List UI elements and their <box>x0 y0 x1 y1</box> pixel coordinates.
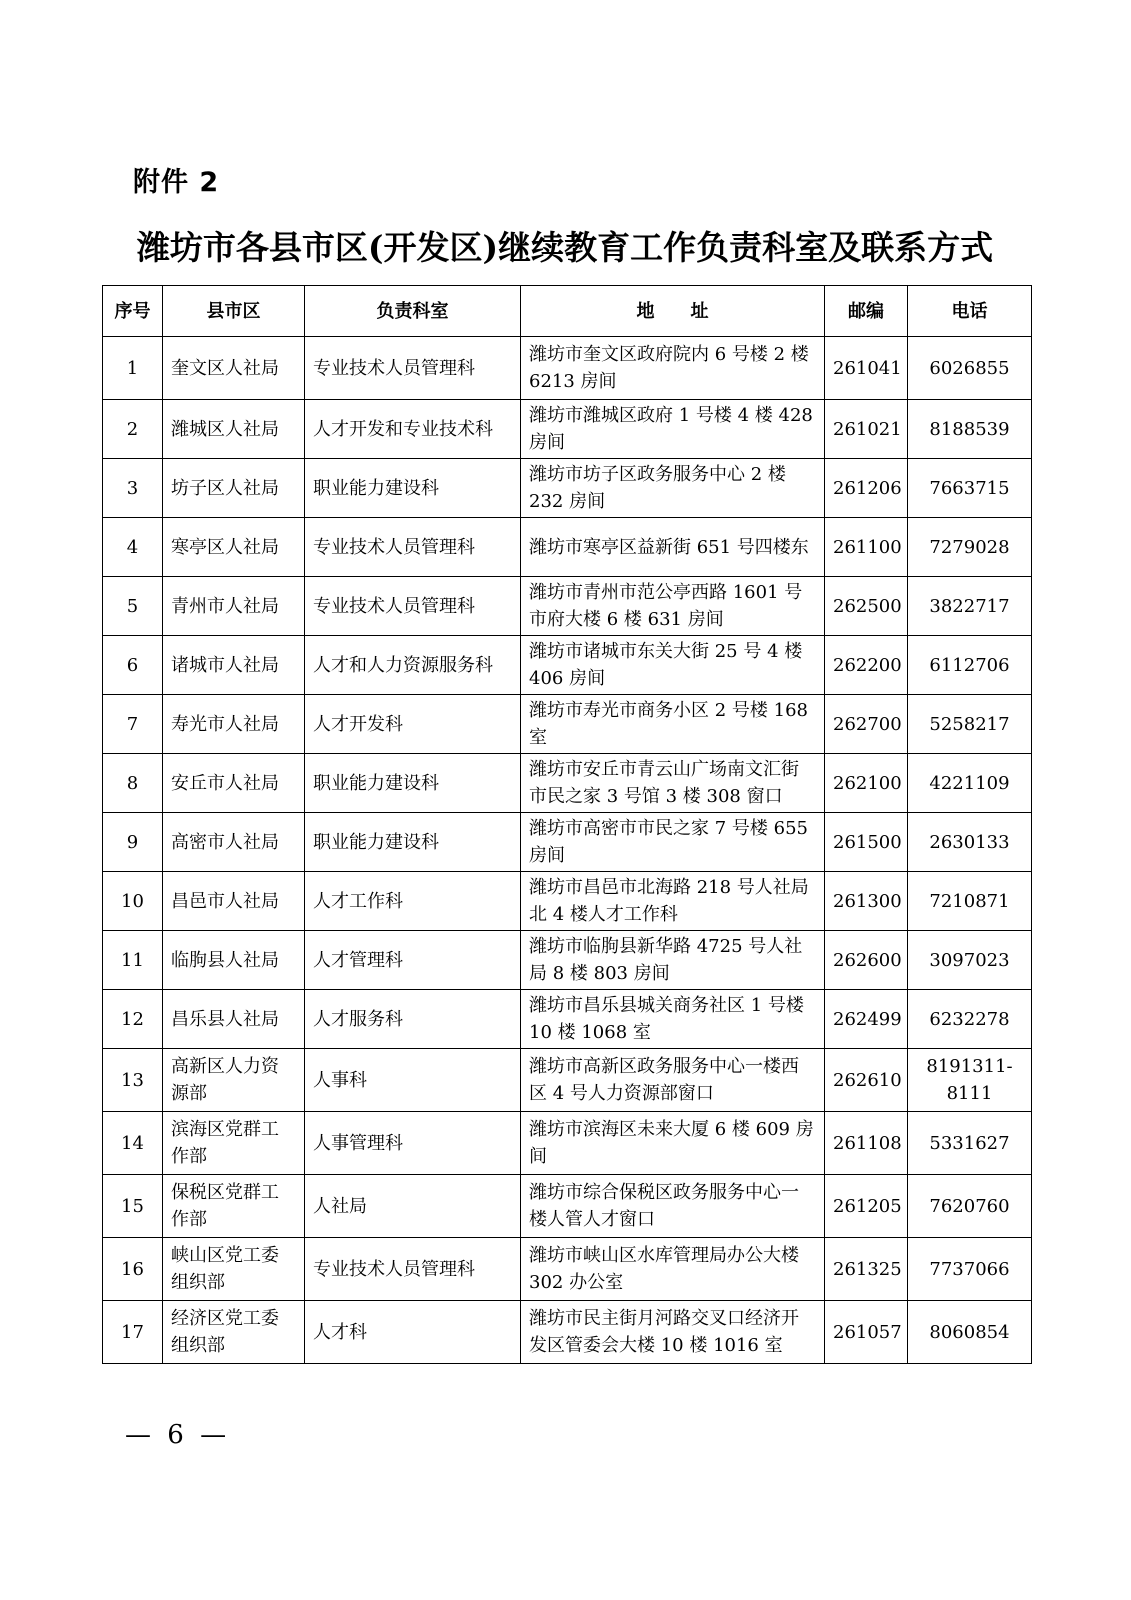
county-cell: 高新区人力资源部 <box>163 1049 305 1112</box>
address-cell: 潍坊市峡山区水库管理局办公大楼 302 办公室 <box>521 1238 825 1301</box>
header-county: 县市区 <box>163 286 305 337</box>
row-number: 2 <box>103 400 163 459</box>
row-number: 7 <box>103 695 163 754</box>
county-cell: 保税区党群工作部 <box>163 1175 305 1238</box>
office-cell: 专业技术人员管理科 <box>305 1238 521 1301</box>
address-cell: 潍坊市临朐县新华路 4725 号人社局 8 楼 803 房间 <box>521 931 825 990</box>
postcode-cell: 261206 <box>825 459 908 518</box>
row-number: 6 <box>103 636 163 695</box>
county-cell: 寿光市人社局 <box>163 695 305 754</box>
header-postcode: 邮编 <box>825 286 908 337</box>
office-cell: 职业能力建设科 <box>305 754 521 813</box>
table-body <box>103 337 1032 1364</box>
county-cell: 临朐县人社局 <box>163 931 305 990</box>
address-cell: 潍坊市昌乐县城关商务社区 1 号楼 10 楼 1068 室 <box>521 990 825 1049</box>
county-cell: 潍城区人社局 <box>163 400 305 459</box>
phone-cell: 6112706 <box>908 636 1032 695</box>
postcode-cell: 262200 <box>825 636 908 695</box>
office-cell: 人才和人力资源服务科 <box>305 636 521 695</box>
address-cell: 潍坊市寿光市商务小区 2 号楼 168 室 <box>521 695 825 754</box>
row-number: 4 <box>103 518 163 577</box>
office-cell: 人才开发和专业技术科 <box>305 400 521 459</box>
postcode-cell: 261108 <box>825 1112 908 1175</box>
phone-cell: 7737066 <box>908 1238 1032 1301</box>
office-cell: 人才科 <box>305 1301 521 1364</box>
county-cell: 青州市人社局 <box>163 577 305 636</box>
office-cell: 人事管理科 <box>305 1112 521 1175</box>
phone-cell: 7663715 <box>908 459 1032 518</box>
address-cell: 潍坊市潍城区政府 1 号楼 4 楼 428 房间 <box>521 400 825 459</box>
postcode-cell: 262499 <box>825 990 908 1049</box>
postcode-cell: 261300 <box>825 872 908 931</box>
phone-cell: 2630133 <box>908 813 1032 872</box>
office-cell: 职业能力建设科 <box>305 459 521 518</box>
table-row <box>103 459 1032 518</box>
address-cell: 潍坊市综合保税区政务服务中心一楼人管人才窗口 <box>521 1175 825 1238</box>
address-cell: 潍坊市青州市范公亭西路 1601 号市府大楼 6 楼 631 房间 <box>521 577 825 636</box>
table-row <box>103 990 1032 1049</box>
table-row <box>103 400 1032 459</box>
row-number: 1 <box>103 337 163 400</box>
table-row <box>103 337 1032 400</box>
phone-cell: 8060854 <box>908 1301 1032 1364</box>
phone-cell: 7210871 <box>908 872 1032 931</box>
county-cell: 坊子区人社局 <box>163 459 305 518</box>
county-cell: 经济区党工委组织部 <box>163 1301 305 1364</box>
postcode-cell: 262100 <box>825 754 908 813</box>
row-number: 8 <box>103 754 163 813</box>
table-row <box>103 695 1032 754</box>
table-row <box>103 1301 1032 1364</box>
phone-cell: 6026855 <box>908 337 1032 400</box>
postcode-cell: 261205 <box>825 1175 908 1238</box>
phone-cell: 5258217 <box>908 695 1032 754</box>
address-cell: 潍坊市高密市市民之家 7 号楼 655 房间 <box>521 813 825 872</box>
phone-cell: 4221109 <box>908 754 1032 813</box>
contacts-table <box>102 285 1032 1364</box>
page-number: — 6 — <box>125 1420 231 1450</box>
postcode-cell: 262700 <box>825 695 908 754</box>
postcode-cell: 261100 <box>825 518 908 577</box>
county-cell: 滨海区党群工作部 <box>163 1112 305 1175</box>
county-cell: 高密市人社局 <box>163 813 305 872</box>
office-cell: 人社局 <box>305 1175 521 1238</box>
address-cell: 潍坊市奎文区政府院内 6 号楼 2 楼 6213 房间 <box>521 337 825 400</box>
row-number: 3 <box>103 459 163 518</box>
postcode-cell: 261057 <box>825 1301 908 1364</box>
header-office: 负责科室 <box>305 286 521 337</box>
table-row <box>103 577 1032 636</box>
header-address: 地 址 <box>521 286 825 337</box>
county-cell: 峡山区党工委组织部 <box>163 1238 305 1301</box>
phone-cell: 6232278 <box>908 990 1032 1049</box>
phone-cell: 7279028 <box>908 518 1032 577</box>
table-row <box>103 636 1032 695</box>
office-cell: 人才管理科 <box>305 931 521 990</box>
address-cell: 潍坊市安丘市青云山广场南文汇街市民之家 3 号馆 3 楼 308 窗口 <box>521 754 825 813</box>
table-row <box>103 813 1032 872</box>
postcode-cell: 262610 <box>825 1049 908 1112</box>
row-number: 10 <box>103 872 163 931</box>
phone-cell: 7620760 <box>908 1175 1032 1238</box>
row-number: 9 <box>103 813 163 872</box>
office-cell: 专业技术人员管理科 <box>305 337 521 400</box>
row-number: 14 <box>103 1112 163 1175</box>
postcode-cell: 262500 <box>825 577 908 636</box>
office-cell: 人才工作科 <box>305 872 521 931</box>
row-number: 17 <box>103 1301 163 1364</box>
postcode-cell: 261021 <box>825 400 908 459</box>
address-cell: 潍坊市诸城市东关大街 25 号 4 楼 406 房间 <box>521 636 825 695</box>
address-cell: 潍坊市寒亭区益新街 651 号四楼东 <box>521 518 825 577</box>
attachment-label: 附件 2 <box>133 167 220 198</box>
county-cell: 昌乐县人社局 <box>163 990 305 1049</box>
table-row <box>103 518 1032 577</box>
phone-cell: 8191311-8111 <box>908 1049 1032 1112</box>
row-number: 15 <box>103 1175 163 1238</box>
county-cell: 昌邑市人社局 <box>163 872 305 931</box>
row-number: 11 <box>103 931 163 990</box>
office-cell: 人事科 <box>305 1049 521 1112</box>
county-cell: 寒亭区人社局 <box>163 518 305 577</box>
county-cell: 安丘市人社局 <box>163 754 305 813</box>
address-cell: 潍坊市民主街月河路交叉口经济开发区管委会大楼 10 楼 1016 室 <box>521 1301 825 1364</box>
office-cell: 职业能力建设科 <box>305 813 521 872</box>
address-cell: 潍坊市坊子区政务服务中心 2 楼 232 房间 <box>521 459 825 518</box>
table-row <box>103 931 1032 990</box>
table-row <box>103 1175 1032 1238</box>
document-title: 潍坊市各县市区(开发区)继续教育工作负责科室及联系方式 <box>136 228 994 267</box>
county-cell: 奎文区人社局 <box>163 337 305 400</box>
phone-cell: 3097023 <box>908 931 1032 990</box>
postcode-cell: 262600 <box>825 931 908 990</box>
table-row <box>103 1238 1032 1301</box>
postcode-cell: 261500 <box>825 813 908 872</box>
row-number: 13 <box>103 1049 163 1112</box>
postcode-cell: 261041 <box>825 337 908 400</box>
row-number: 16 <box>103 1238 163 1301</box>
address-cell: 潍坊市滨海区未来大厦 6 楼 609 房间 <box>521 1112 825 1175</box>
phone-cell: 5331627 <box>908 1112 1032 1175</box>
office-cell: 人才服务科 <box>305 990 521 1049</box>
header-phone: 电话 <box>908 286 1032 337</box>
table-header-row <box>103 286 1032 337</box>
office-cell: 人才开发科 <box>305 695 521 754</box>
office-cell: 专业技术人员管理科 <box>305 577 521 636</box>
row-number: 12 <box>103 990 163 1049</box>
table-row <box>103 754 1032 813</box>
phone-cell: 8188539 <box>908 400 1032 459</box>
phone-cell: 3822717 <box>908 577 1032 636</box>
table-row <box>103 872 1032 931</box>
header-no: 序号 <box>103 286 163 337</box>
table-row <box>103 1112 1032 1175</box>
county-cell: 诸城市人社局 <box>163 636 305 695</box>
table-row <box>103 1049 1032 1112</box>
address-cell: 潍坊市高新区政务服务中心一楼西区 4 号人力资源部窗口 <box>521 1049 825 1112</box>
row-number: 5 <box>103 577 163 636</box>
office-cell: 专业技术人员管理科 <box>305 518 521 577</box>
address-cell: 潍坊市昌邑市北海路 218 号人社局北 4 楼人才工作科 <box>521 872 825 931</box>
postcode-cell: 261325 <box>825 1238 908 1301</box>
